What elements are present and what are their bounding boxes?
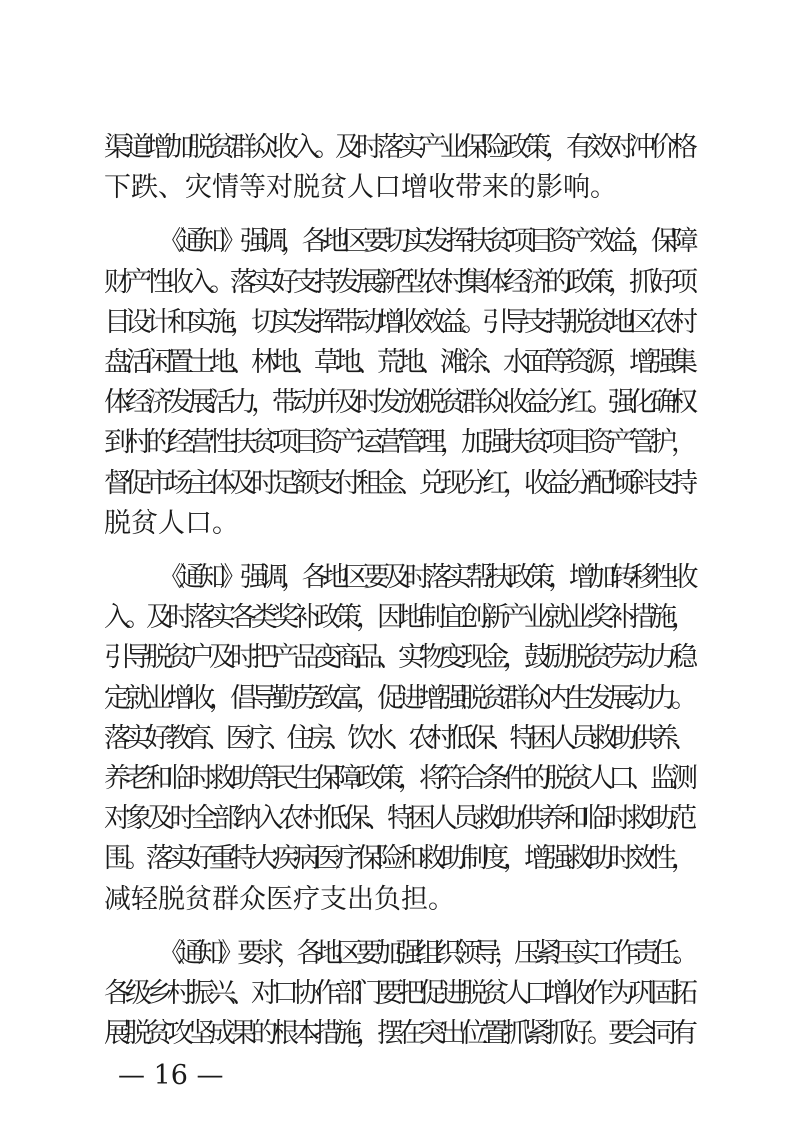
body-text-line: 体经济发展活力，带动并及时发放脱贫群众收益分红。强化确权 [104,387,692,418]
body-text-line: 渠道增加脱贫群众收入。及时落实产业保险政策，有效对冲价格 [104,132,692,163]
body-text-line: 对象及时全部纳入农村低保、特困人员救助供养和临时救助范 [104,803,692,834]
body-text-line: 引导脱贫户及时把产品变商品、实物变现金，鼓励脱贫劳动力稳 [104,642,692,673]
body-text-line: 到村的经营性扶贫项目资产运营管理，加强扶贫项目资产管护， [104,427,692,458]
body-text-line: 展脱贫攻坚成果的根本措施，摆在突出位置抓紧抓好。要会同有 [104,1018,692,1049]
body-text-line: 落实好教育、医疗、住房、饮水、农村低保、特困人员救助供养、 [104,723,692,754]
body-text-line: 督促市场主体及时足额支付租金、兑现分红，收益分配倾斜支持 [104,468,692,499]
body-text-line: 入。及时落实各类奖补政策，因地制宜创新产业就业奖补措施， [104,602,692,633]
body-text-line: 财产性收入。落实好支持发展新型农村集体经济的政策，抓好项 [104,267,692,298]
body-text-line: 脱贫人口。 [104,508,239,539]
page-number: — 16 — [118,1060,224,1091]
body-text-line: 定就业增收，倡导勤劳致富，促进增强脱贫群众内生发展动力。 [104,683,692,714]
body-text-line: 《通知》强调，各地区要及时落实帮扶政策，增加转移性收 [158,562,692,593]
body-text-line: 盘活闲置土地、林地、草地、荒地、滩涂、水面等资源，增强集 [104,347,692,378]
body-text-line: 目设计和实施，切实发挥带动增收效益。引导支持脱贫地区农村 [104,307,692,338]
body-text-line: 养老和临时救助等民生保障政策，将符合条件的脱贫人口、监测 [104,763,692,794]
body-text-line: 《通知》强调，各地区要切实发挥扶贫项目资产效益，保障 [158,226,692,257]
body-text-line: 各级乡村振兴、对口协作部门要把促进脱贫人口增收作为巩固拓 [104,978,692,1009]
body-text-line: 下跌、灾情等对脱贫人口增收带来的影响。 [104,172,617,203]
body-text-line: 《通知》要求，各地区要加强组织领导，压紧压实工作责任。 [158,938,692,969]
body-text-line: 围。落实好重特大疾病医疗保险和救助制度，增强救助时效性， [104,843,692,874]
body-text-line: 减轻脱贫群众医疗支出负担。 [104,884,455,915]
